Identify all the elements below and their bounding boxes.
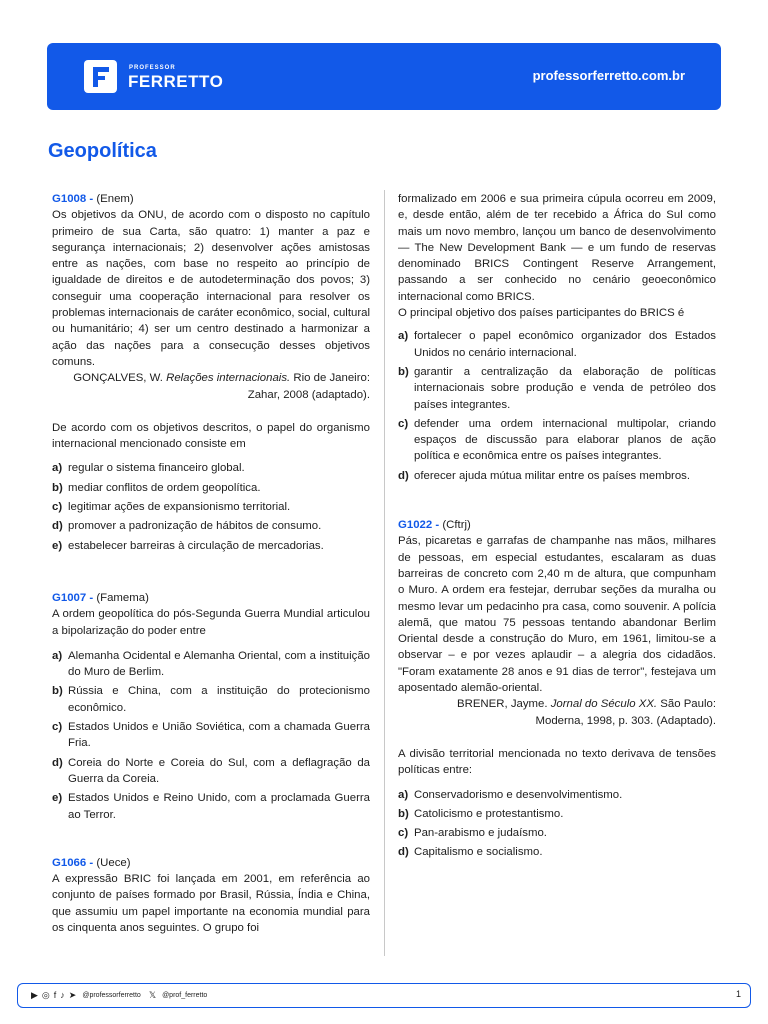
header-banner [47,43,721,110]
option-e[interactable]: e) Estados Unidos e Reino Unido, com a proclamada Guerra ao Terror. [52,792,370,821]
page-title: Geopolítica [48,140,157,162]
option-a[interactable]: a) Conservadorismo e desenvolvimentismo. [398,788,623,801]
question-g1022 [398,517,716,861]
question-stem: A ordem geopolítica do pós-Segunda Guerra Mundial articulou a bipolarização do poder entre [52,608,370,637]
facebook-icon[interactable]: f [53,990,57,1000]
x-icon[interactable]: 𝕏 [148,990,157,1000]
question-stem: De acordo com os objetivos descritos, o papel do organismo internacional mencionado consiste em [52,421,370,451]
question-g1066 [52,855,370,936]
option-a[interactable]: a) Alemanha Ocidental e Alemanha Oriental, com a instituição do Muro de Berlim. [52,649,370,679]
question-text-continued: formalizado em 2006 e sua primeira cúpula ocorreu em 2009, e, desde então, além de ter recebido a África do Sul como mais um novo membro, lançou um banco de desenvolvimento — The New Development Bank — e um fundo de reservas denominado BRICS Contingent Reserve Arrangement, passando a ser conhecido no cenário geoeconômico internacional como BRICS. [398,193,716,303]
option-c[interactable]: c) legitimar ações de expansionismo territorial. [52,501,291,514]
social-handle: @professorferretto [82,992,141,999]
option-b[interactable]: b) Rússia e China, com a instituição do protecionismo econômico. [52,685,370,714]
citation-line2: Zahar, 2008 (adaptado). [247,388,370,401]
question-g1008 [52,191,370,554]
option-e[interactable]: e) estabelecer barreiras à circulação de mercadorias. [52,539,324,552]
question-text: Pás, picaretas e garrafas de champanhe nas mãos, milhares de pessoas, em especial estudantes, escalaram as duas barreiras de concreto com 2,40 m de altura, que compunham o Muro. A ordem era festejar, derrubar seções da muralha ou mesmo levar um pedacinho pra casa, como souvenir. A polícia alemã, que matou 75 pessoas tentando abandonar Berlim Oriental desde a construção do Muro, em 1961, limitou-se a observar – e por vezes aplaudir – a alegria dos cidadãos. "Foram exatamente 28 anos e 91 dias de terror", festejava um aposentado alemão-oriental. [398,535,716,695]
question-id: G1007 - [52,591,94,604]
logo-subtitle: PROFESSOR [129,65,176,71]
citation-line2: Moderna, 1998, p. 303. (Adaptado). [535,714,716,727]
option-d[interactable]: d) Coreia do Norte e Coreia do Sul, com a deflagração da Guerra da Coreia. [52,756,370,785]
option-b[interactable]: b) Catolicismo e protestantismo. [398,807,564,820]
question-text: A expressão BRIC foi lançada em 2001, em referência ao conjunto de países formado por Brasil, Rússia, Índia e China, que assumiu um papel importante na economia mundial para os cinquenta anos seguintes. O grupo foi [52,873,370,934]
footer-bar [17,983,751,1008]
question-text: Os objetivos da ONU, de acordo com o disposto no capítulo primeiro de sua Carta, são quatro: 1) manter a paz e segurança internacionais; 2) desenvolver ações amistosas entre as nações, com base no respeito ao princípio de igualdade de direitos e de autodeterminação dos povos; 3) conseguir uma cooperação internacional para resolver os problemas internacionais de caráter econômico, social, cultural ou humanitário; 4) ser um centro destinado a harmonizar a ação das nações para a consecução desses objetivos comuns. [52,209,370,368]
option-c[interactable]: c) Estados Unidos e União Soviética, com a chamada Guerra Fria. [52,721,370,750]
question-g1066-continued [398,191,716,484]
option-c[interactable]: c) defender uma ordem internacional multipolar, criando espaços de discussão para elaborar planos de ação política e econômica entre os países integrantes. [398,417,716,463]
option-b[interactable]: b) garantir a centralização da elaboração de políticas internacionais sobre produção e venda de petróleo dos países integrantes. [398,365,716,411]
right-column [398,191,716,861]
question-id: G1022 - [398,519,440,532]
option-d[interactable]: d) promover a padronização de hábitos de consumo. [52,520,322,533]
instagram-icon[interactable]: ◎ [41,990,50,1000]
citation: BRENER, Jayme. Jornal do Século XX. São Paulo: [457,698,716,711]
column-divider [384,190,385,956]
question-stem: A divisão territorial mencionada no texto derivava de tensões políticas entre: [398,747,716,777]
social-links [31,990,207,1001]
ferretto-logo-icon [84,60,117,93]
logo-name: FERRETTO [128,72,224,91]
telegram-icon[interactable]: ➤ [68,990,77,1000]
question-source: (Uece) [96,856,131,869]
question-stem: O principal objetivo dos países participantes do BRICS é [398,307,685,320]
question-g1007 [52,590,370,823]
x-handle: @prof_ferretto [162,992,208,999]
option-a[interactable]: a) fortalecer o papel econômico organizador dos Estados Unidos no cenário internacional. [398,330,716,359]
option-d[interactable]: d) Capitalismo e socialismo. [398,846,543,859]
citation: GONÇALVES, W. Relações internacionais. Rio de Janeiro: [73,372,370,385]
site-link[interactable]: professorferretto.com.br [532,68,685,83]
left-column [52,191,370,936]
option-c[interactable]: c) Pan-arabismo e judaísmo. [398,827,547,840]
question-source: (Cftrj) [442,519,471,532]
question-source: (Enem) [96,193,134,205]
option-a[interactable]: a) regular o sistema financeiro global. [52,462,245,475]
youtube-icon[interactable]: ▶ [31,990,38,1000]
question-id: G1066 - [52,856,94,869]
question-source: (Famema) [96,591,149,604]
option-d[interactable]: d) oferecer ajuda mútua militar entre os países membros. [398,469,691,482]
question-id: G1008 - [52,193,94,205]
option-b[interactable]: b) mediar conflitos de ordem geopolítica. [52,481,261,494]
page-number: 1 [735,989,741,999]
tiktok-icon[interactable]: ♪ [60,990,65,1000]
